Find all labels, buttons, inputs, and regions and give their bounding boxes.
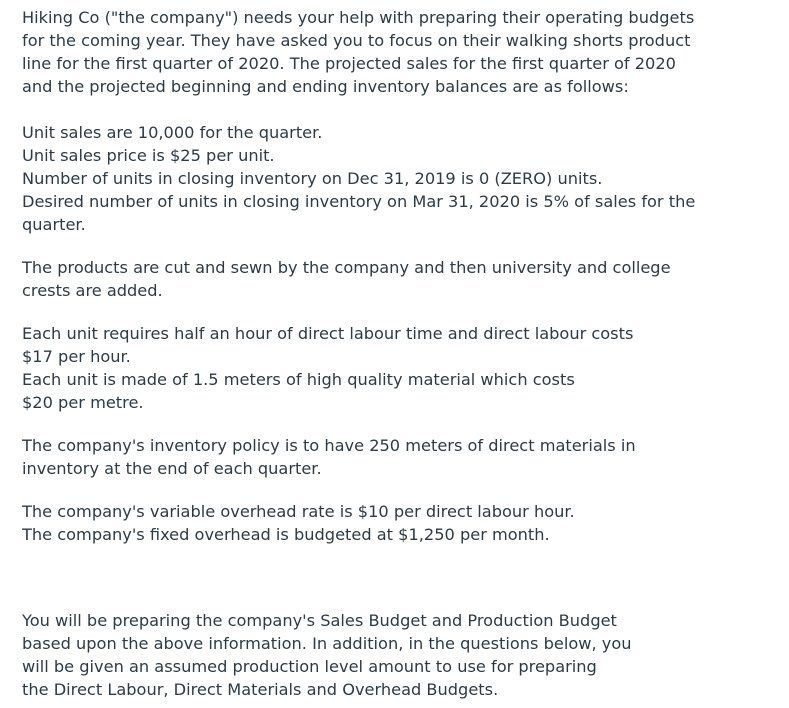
text-line: Each unit is made of 1.5 meters of high quality material which costs — [22, 370, 575, 389]
text-line: $17 per hour. — [22, 347, 131, 366]
text-line: The company's variable overhead rate is $10 per direct labour hour. — [22, 502, 575, 521]
text-line: The company's fixed overhead is budgeted at $1,250 per month. — [22, 525, 550, 544]
instructions-paragraph — [22, 609, 777, 701]
text-line: Each unit requires half an hour of direct labour time and direct labour costs — [22, 324, 634, 343]
overhead-paragraph — [22, 500, 777, 546]
text-line: You will be preparing the company's Sales Budget and Production Budget — [22, 611, 617, 630]
text-line: crests are added. — [22, 281, 163, 300]
text-line: $20 per metre. — [22, 393, 144, 412]
document-body — [22, 6, 777, 701]
text-line: for the coming year. They have asked you to focus on their walking shorts product — [22, 31, 691, 50]
text-line: Number of units in closing inventory on Dec 31, 2019 is 0 (ZERO) units. — [22, 169, 603, 188]
labour-materials-paragraph — [22, 322, 777, 414]
text-line: Desired number of units in closing inventory on Mar 31, 2020 is 5% of sales for the — [22, 192, 696, 211]
text-line: The products are cut and sewn by the company and then university and college — [22, 258, 671, 277]
text-line: line for the first quarter of 2020. The projected sales for the first quarter of 2020 — [22, 54, 676, 73]
products-paragraph — [22, 256, 777, 302]
text-line: based upon the above information. In addition, in the questions below, you — [22, 634, 632, 653]
text-line: quarter. — [22, 215, 86, 234]
text-line: and the projected beginning and ending inventory balances are as follows: — [22, 77, 629, 96]
text-line: inventory at the end of each quarter. — [22, 459, 322, 478]
sales-inventory-paragraph — [22, 121, 777, 236]
text-line: Unit sales price is $25 per unit. — [22, 146, 275, 165]
intro-paragraph — [22, 6, 777, 98]
inventory-policy-paragraph — [22, 434, 777, 480]
text-line: Unit sales are 10,000 for the quarter. — [22, 123, 323, 142]
text-line: The company's inventory policy is to have 250 meters of direct materials in — [22, 436, 636, 455]
text-line: Hiking Co ("the company") needs your help with preparing their operating budgets — [22, 8, 695, 27]
text-line: will be given an assumed production level amount to use for preparing — [22, 657, 597, 676]
text-line: the Direct Labour, Direct Materials and Overhead Budgets. — [22, 680, 499, 699]
